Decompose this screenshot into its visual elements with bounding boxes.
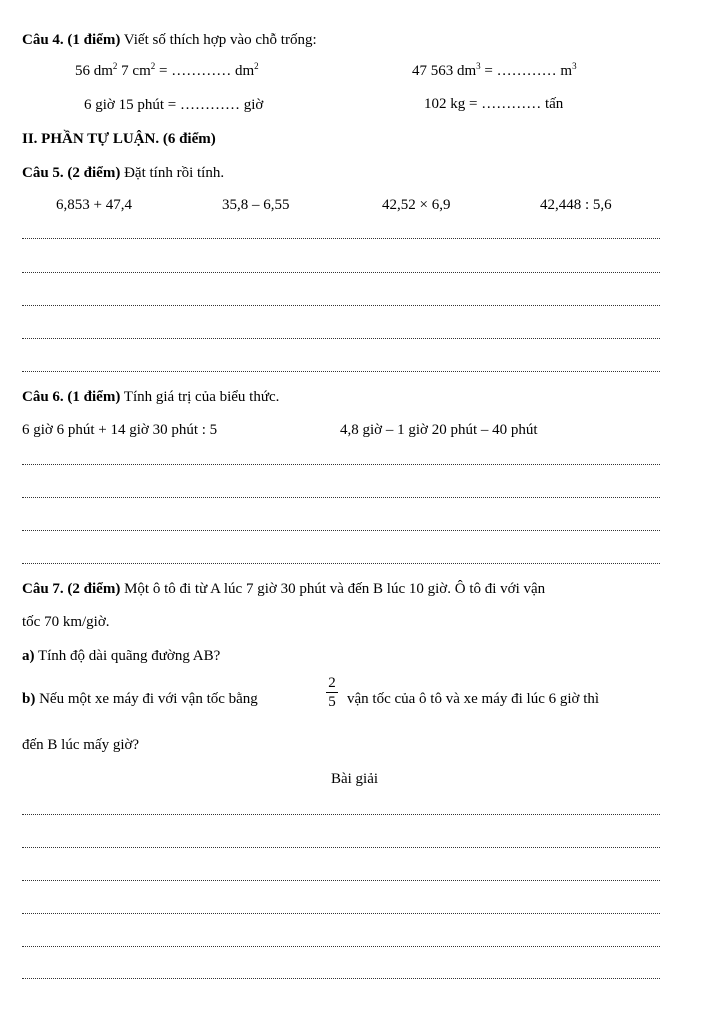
q4-item-2: 47 563 $dm^3$ = ………… $m^3$	[412, 61, 577, 79]
question-7-heading	[22, 581, 545, 598]
answer-line[interactable]	[22, 371, 660, 372]
fraction-denominator: 5	[328, 694, 336, 710]
q6-expression-2: 4,8 giờ – 1 giờ 20 phút – 40 phút	[340, 422, 538, 438]
answer-line[interactable]	[22, 814, 660, 815]
answer-line[interactable]	[22, 913, 660, 914]
question-5-heading	[22, 165, 224, 182]
q7-part-b-label: b)	[22, 691, 36, 707]
question-6-label: Câu 6. (1 điểm)	[22, 389, 121, 405]
q5-operation-1: 6,853 + 47,4	[56, 197, 132, 213]
answer-line[interactable]	[22, 946, 660, 947]
question-7-text-line-2: tốc 70 km/giờ.	[22, 614, 110, 630]
fraction-bar	[326, 692, 338, 693]
answer-line[interactable]	[22, 305, 660, 306]
answer-line[interactable]	[22, 238, 660, 239]
answer-line[interactable]	[22, 497, 660, 498]
answer-line[interactable]	[22, 338, 660, 339]
answer-line[interactable]	[22, 530, 660, 531]
question-5-text: Đặt tính rồi tính.	[120, 165, 225, 181]
answer-line[interactable]	[22, 847, 660, 848]
answer-line[interactable]	[22, 978, 660, 979]
q7-part-a	[22, 648, 220, 665]
q7-part-a-label: a)	[22, 648, 35, 664]
q4-item-1: 56 $dm^2$ 7 $cm^2$ = ………… $dm^2$	[75, 61, 259, 79]
q4-item-3: 6 giờ 15 phút = ………… giờ	[84, 97, 264, 113]
question-4-heading	[22, 32, 317, 49]
answer-line[interactable]	[22, 272, 660, 273]
q5-operation-2: 35,8 – 6,55	[222, 197, 290, 213]
question-7-label: Câu 7. (2 điểm)	[22, 581, 121, 597]
q5-operation-3: 42,52 × 6,9	[382, 197, 451, 213]
q4-item-4: 102 kg = ………… tấn	[424, 96, 564, 112]
q7-part-b	[22, 691, 258, 708]
q7-part-a-text: Tính độ dài quãng đường AB?	[34, 648, 221, 664]
question-6-heading	[22, 389, 279, 406]
question-4-text: Viết số thích hợp vào chỗ trống:	[120, 32, 317, 48]
answer-line[interactable]	[22, 563, 660, 564]
q7-part-b-line-2: đến B lúc mấy giờ?	[22, 737, 140, 753]
answer-line[interactable]	[22, 880, 660, 881]
fraction-numerator: 2	[328, 675, 336, 691]
answer-line[interactable]	[22, 464, 660, 465]
question-7-text: Một ô tô đi từ A lúc 7 giờ 30 phút và đến B lúc 10 giờ. Ô tô đi với vận	[120, 581, 546, 597]
question-4-label: Câu 4. (1 điểm)	[22, 32, 121, 48]
q5-operation-4: 42,448 : 5,6	[540, 197, 612, 213]
fraction-two-fifths	[326, 675, 338, 710]
section-2-title: II. PHẦN TỰ LUẬN. (6 điểm)	[22, 131, 216, 147]
q7-part-b-text: Nếu một xe máy đi với vận tốc bằng	[35, 691, 258, 707]
q6-expression-1: 6 giờ 6 phút + 14 giờ 30 phút : 5	[22, 422, 218, 438]
question-5-label: Câu 5. (2 điểm)	[22, 165, 121, 181]
q7-part-b-text-continued: vận tốc của ô tô và xe máy đi lúc 6 giờ thì	[347, 691, 600, 707]
question-6-text: Tính giá trị của biểu thức.	[120, 389, 280, 405]
solution-title: Bài giải	[330, 771, 379, 787]
